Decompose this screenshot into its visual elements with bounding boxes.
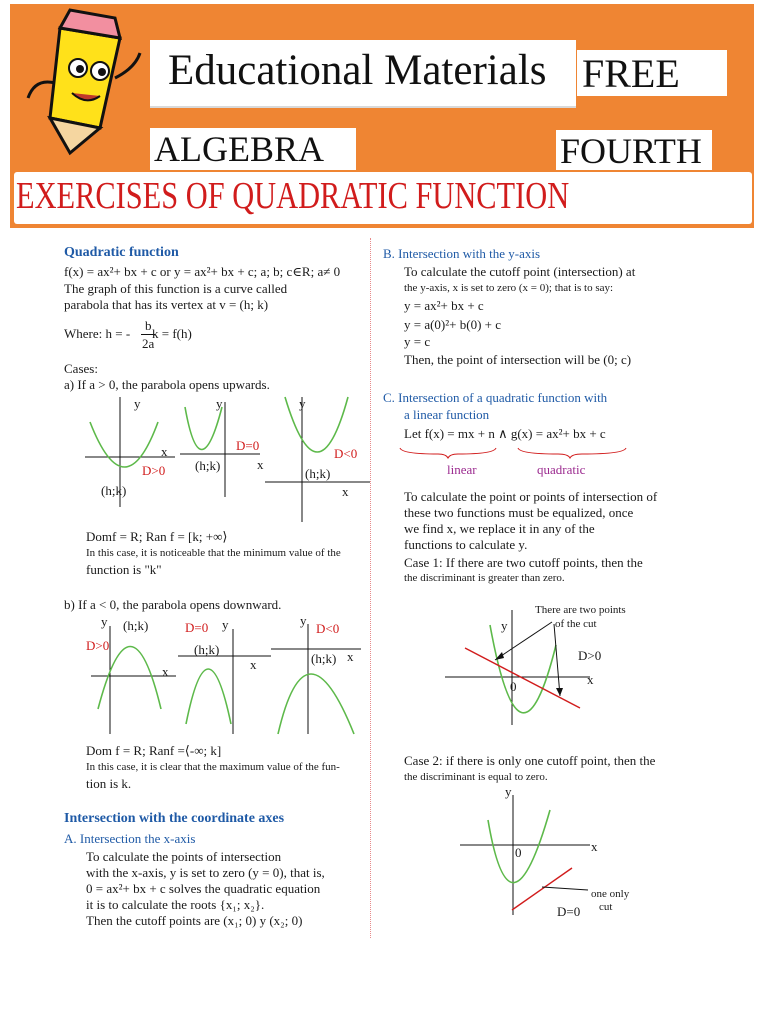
- case-b: b) If a < 0, the parabola opens downward.: [64, 597, 282, 612]
- axis-x: x: [257, 457, 264, 472]
- case-a: a) If a > 0, the parabola opens upwards.: [64, 377, 270, 392]
- domain-range-b: Dom f = R; Ranf =⟨-∞; k]: [86, 743, 222, 758]
- upward-parabola-graphs: [80, 392, 370, 522]
- axis-y: y: [300, 613, 307, 628]
- axis-x: x: [250, 657, 257, 672]
- two-points-label-1: There are two points: [535, 604, 626, 616]
- section-a-1: To calculate the points of intersection: [86, 849, 282, 864]
- disc-positive: D>0: [86, 638, 110, 653]
- note-a-1: In this case, it is noticeable that the minimum value of the: [86, 547, 341, 559]
- section-b-1: To calculate the cutoff point (intersection) at: [404, 264, 636, 279]
- axis-x: x: [347, 649, 354, 664]
- axis-x: x: [161, 444, 168, 459]
- vertex-label: (h;k): [305, 466, 331, 481]
- frac-num: b: [145, 318, 152, 333]
- disc-negative: D<0: [316, 621, 340, 636]
- origin-label: 0: [515, 845, 522, 860]
- section-b-5: y = c: [404, 334, 431, 349]
- case-2: Case 2: if there is only one cutoff point, then the: [404, 753, 656, 768]
- one-only-label-1: one only: [591, 888, 630, 900]
- vertex-label: (h;k): [123, 618, 149, 633]
- axis-y: y: [216, 396, 223, 411]
- section-b-heading: B. Intersection with the y-axis: [383, 246, 541, 261]
- disc-negative: D<0: [334, 446, 358, 461]
- subject-label: ALGEBRA: [154, 129, 324, 169]
- pencil-mascot-icon: [20, 8, 150, 158]
- axis-x: x: [591, 839, 598, 854]
- axis-x: x: [587, 672, 594, 687]
- section-b-6: Then, the point of intersection will be (0; c): [404, 352, 632, 367]
- section-b-4: y = a(0)²+ b(0) + c: [404, 317, 501, 332]
- cases-label: Cases:: [64, 361, 98, 376]
- vertex-label: (h;k): [101, 483, 127, 498]
- section-c-heading-2: a linear function: [404, 407, 490, 422]
- para-3: we find x, we replace it in any of the: [404, 521, 595, 536]
- grade-label: FOURTH: [560, 131, 702, 171]
- section-c-heading-1: C. Intersection of a quadratic function with: [383, 390, 608, 405]
- disc-zero: D=0: [236, 438, 260, 453]
- axes-heading: Intersection with the coordinate axes: [64, 811, 285, 826]
- para-4: functions to calculate y.: [404, 537, 528, 552]
- axis-y: y: [222, 617, 229, 632]
- graph-text-2: parabola that has its vertex at v = (h; k): [64, 297, 269, 312]
- where-k: k = f(h): [152, 326, 192, 341]
- frac-den: 2a: [142, 336, 155, 351]
- vertex-label: (h;k): [195, 458, 221, 473]
- section-a-5: Then the cutoff points are (x₁; 0) y (x₂; 0): [86, 913, 303, 928]
- disc-positive: D>0: [578, 648, 602, 663]
- axis-y: y: [299, 396, 306, 411]
- quadratic-heading: Quadratic function: [64, 245, 179, 260]
- note-b-1: In this case, it is clear that the maximum value of the fun-: [86, 761, 340, 773]
- column-divider: [370, 238, 371, 938]
- quadratic-label: quadratic: [537, 462, 586, 477]
- axis-y: y: [134, 396, 141, 411]
- axis-y: y: [101, 614, 108, 629]
- two-points-label-2: of the cut: [555, 618, 597, 630]
- axis-y: y: [505, 784, 512, 799]
- disc-zero: D=0: [557, 904, 581, 919]
- para-1: To calculate the point or points of intersection of: [404, 489, 658, 504]
- section-a-2: with the x-axis, y is set to zero (y = 0), that is,: [86, 865, 325, 880]
- axis-y: y: [501, 618, 508, 633]
- let-functions: Let f(x) = mx + n ∧ g(x) = ax²+ bx + c: [404, 426, 606, 441]
- vertex-label: (h;k): [311, 651, 337, 666]
- section-b-3: y = ax²+ bx + c: [404, 298, 484, 313]
- linear-label: linear: [447, 462, 477, 477]
- axis-x: x: [342, 484, 349, 499]
- section-a-3: 0 = ax²+ bx + c solves the quadratic equation: [86, 881, 321, 896]
- definition-line: f(x) = ax²+ bx + c or y = ax²+ bx + c; a; b; c∈R; a≠ 0: [64, 264, 341, 279]
- free-label: FREE: [582, 51, 680, 96]
- section-b-2: the y-axis, x is set to zero (x = 0); that is to say:: [404, 282, 614, 294]
- case-1b: the discriminant is greater than zero.: [404, 572, 565, 584]
- where-label: Where: h = -: [64, 326, 131, 341]
- vertex-label: (h;k): [194, 642, 220, 657]
- origin-label: 0: [510, 679, 517, 694]
- brace-underlines: [398, 446, 638, 460]
- graph-text-1: The graph of this function is a curve called: [64, 281, 288, 296]
- exercise-banner: EXERCISES OF QUADRATIC FUNCTION: [16, 175, 570, 217]
- note-b-2: tion is k.: [86, 776, 132, 791]
- note-a-2: function is "k": [86, 562, 162, 577]
- page-title: Educational Materials: [168, 47, 547, 94]
- axis-x: x: [162, 664, 169, 679]
- para-2: these two functions must be equalized, once: [404, 505, 634, 520]
- disc-positive: D>0: [142, 463, 166, 478]
- section-a-heading: A. Intersection the x-axis: [64, 831, 196, 846]
- case-1: Case 1: If there are two cutoff points, then the: [404, 555, 643, 570]
- disc-zero: D=0: [185, 620, 209, 635]
- case-2b: the discriminant is equal to zero.: [404, 771, 548, 783]
- domain-range-a: Domf = R; Ran f = [k; +∞⟩: [86, 529, 228, 544]
- one-only-label-2: cut: [599, 901, 613, 913]
- section-a-4: it is to calculate the roots {x₁; x₂}.: [86, 897, 265, 912]
